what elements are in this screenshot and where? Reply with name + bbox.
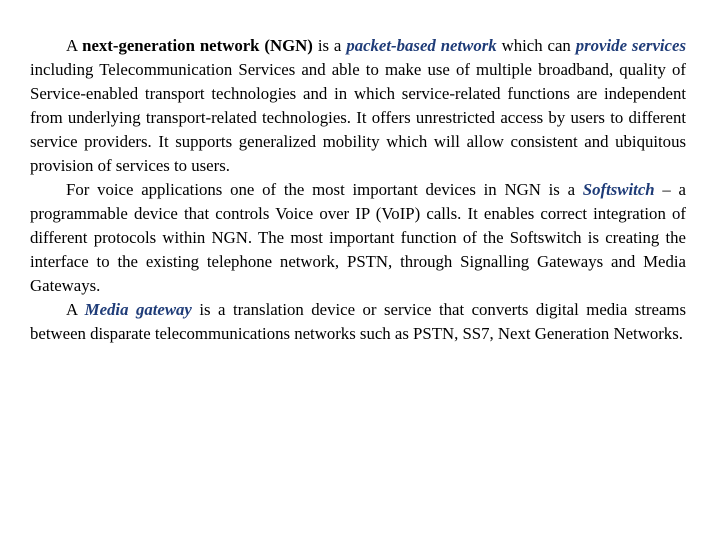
term-packet-based-network: packet-based network xyxy=(346,36,497,55)
text-run: A xyxy=(66,36,83,55)
text-run: is a xyxy=(312,36,347,55)
text-run: is a translation device or service that converts digital media streams between disparate telecommunications networks such as PSTN, SS7, Next Generation Networks. xyxy=(30,300,686,343)
paragraph-media-gateway xyxy=(30,298,686,346)
term-softswitch: Softswitch xyxy=(582,180,655,199)
text-run: For voice applications one of the most important devices in NGN is a xyxy=(66,180,583,199)
paragraph-ngn xyxy=(30,34,686,178)
term-provide-services: provide services xyxy=(575,36,686,55)
term-media-gateway: Media gateway xyxy=(84,300,192,319)
document-body xyxy=(30,34,686,346)
text-run: A xyxy=(66,300,85,319)
text-run: – a programmable device that controls Voice over IP (VoIP) calls. It enables correct integration of different protocols within NGN. The most important function of the Softswitch is creating the interface to the existing telephone network, PSTN, through Signalling Gateways and Media Gateways. xyxy=(30,180,686,295)
text-run: including Telecommunication Services and able to make use of multiple broadband, quality of Service-enabled transport technologies and in which service-related functions are independent from underlying transport-related technologies. It offers unrestricted access by users to different service providers. It supports generalized mobility which will allow consistent and ubiquitous provision of services to users. xyxy=(30,60,686,175)
paragraph-softswitch xyxy=(30,178,686,298)
text-run: which can xyxy=(496,36,576,55)
term-ngn: next-generation network (NGN) xyxy=(82,36,313,55)
